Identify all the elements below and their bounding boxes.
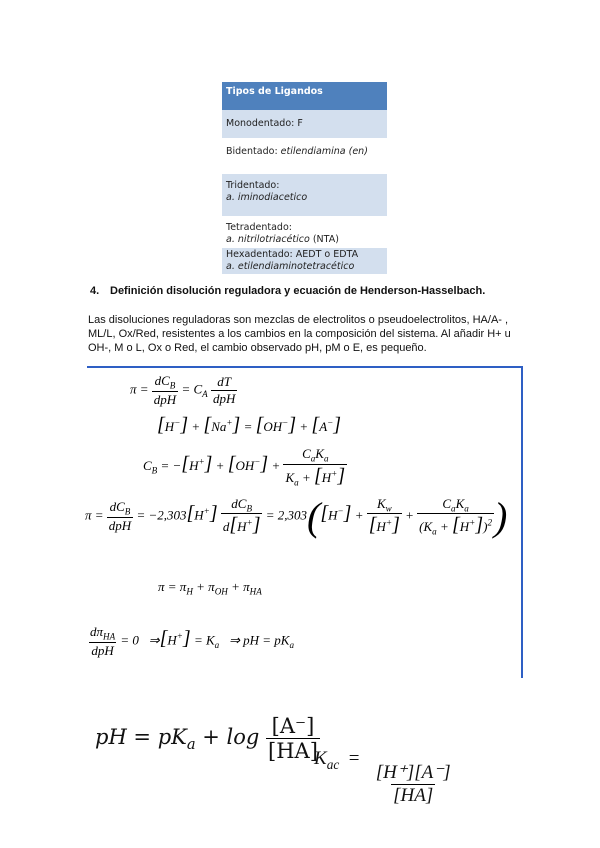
section-heading	[90, 285, 485, 297]
buffer-capacity-definition: π = $\frac{dC_B}{\text{dpH}}$ = $C_A$ $\frac{dT}{\text{dpH}}$	[130, 373, 236, 407]
table-row: Tridentado: a. iminodiacetico	[222, 174, 387, 216]
table-header: Tipos de Ligandos	[222, 82, 387, 110]
table-row: Tetradentado: a. nitrilotriacético (NTA)	[222, 216, 387, 248]
henderson-hasselbach-equation: pH = $pK_a + \log$ $\frac{[A^-]}{[HA]}$	[95, 714, 318, 763]
intro-paragraph: Las disoluciones reguladoras son mezclas de electrolitos o pseudoelectrolitos, HA/A- , ML/L, Ox/Red, resistentes a los cambios en la composición del sistema. Al añadir H+ u OH-, M o L, Ox o Red, el cambio observado pH, pM o E, es pequeño.	[88, 314, 511, 354]
buffer-capacity-sum: $\pi = \pi_H + \pi_{OH} + \pi_{HA}$	[158, 579, 262, 597]
section-number: 4.	[90, 285, 100, 297]
acidity-constant-equation: $K_{ac}$ = $\frac{[H^+][A^-]}{[HA]}$	[314, 748, 451, 806]
section-title: Definición disolución reguladora y ecuación de Henderson-Hasselbach.	[110, 285, 486, 297]
maximum-buffer-condition: $\frac{d\pi_{HA}}{\text{dpH}}$ = 0 ⇒[H+] = $K_a$ ⇒ pH = $pK_a$	[90, 624, 294, 658]
ligand-types-table	[222, 82, 387, 274]
buffer-capacity-derivative: π = $\frac{dC_B}{\text{dpH}}$ = −2,303[H+] $\frac{dC_B}{d[H^+]}$ = 2,303([H−] + $\frac{K_w}{[H^+]}$ + $\frac{C_aK_a}{(K_a + [H^+])^2}$ )	[85, 494, 508, 539]
table-row: Bidentado: etilendiamina (en)	[222, 138, 387, 174]
charge-balance-equation: [H−] + [Na+] = [OH−] + [A−]	[157, 414, 342, 436]
base-concentration-equation: $C_B = -[H^+] + [OH^-]$ + $\frac{C_aK_a}{K_a + [H^+]}$	[143, 446, 346, 488]
table-row: Hexadentado: AEDT o EDTA a. etilendiaminotetracético	[222, 248, 387, 274]
table-row: Monodentado: F	[222, 110, 387, 138]
